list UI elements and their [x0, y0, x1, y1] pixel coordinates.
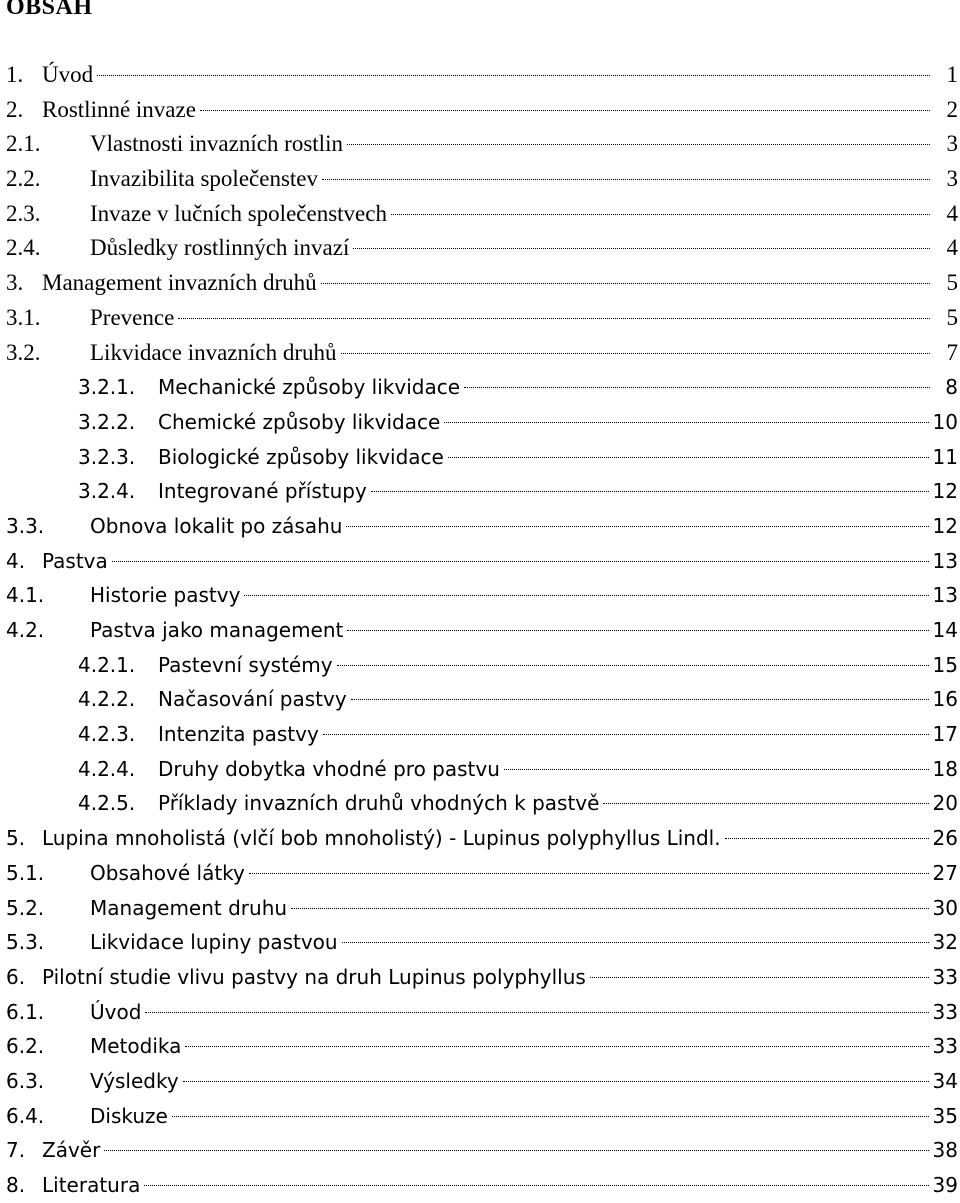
toc-title: Obnova lokalit po zásahu [90, 513, 343, 538]
toc-title: Literatura [42, 1173, 141, 1197]
dot-leader [244, 595, 928, 596]
toc-number: 1. [6, 62, 24, 87]
toc-title: Načasování pastvy [158, 687, 347, 712]
dot-leader [323, 734, 929, 735]
dot-leader [351, 699, 929, 700]
toc-entry[interactable] [0, 509, 960, 544]
toc-number: 6.4. [6, 1103, 45, 1128]
toc-title: Druhy dobytka vhodné pro pastvu [158, 756, 500, 781]
dot-leader [104, 1150, 928, 1151]
toc-page-number: 39 [932, 1173, 958, 1197]
toc-title: Management invazních druhů [42, 270, 317, 296]
toc-entry[interactable] [0, 544, 960, 579]
toc-title: Mechanické způsoby likvidace [158, 375, 461, 400]
toc-number: 7. [6, 1138, 26, 1163]
toc-title: Management druhu [90, 895, 288, 920]
toc-page-number: 5 [946, 304, 958, 330]
toc-entry[interactable] [0, 162, 960, 197]
toc-page-number: 33 [932, 1034, 958, 1059]
toc-entry[interactable] [0, 127, 960, 162]
toc-entry[interactable] [0, 648, 960, 683]
toc-number: 4. [6, 548, 26, 573]
toc-page-number: 32 [932, 930, 958, 955]
table-of-contents [0, 58, 960, 1203]
toc-page-number: 15 [932, 652, 958, 677]
toc-number: 4.2. [6, 618, 45, 642]
toc-page-number: 38 [932, 1138, 958, 1163]
toc-entry[interactable] [0, 1064, 960, 1099]
toc-page-number: 10 [932, 409, 958, 434]
toc-number: 6.3. [6, 1068, 45, 1093]
toc-title: Příklady invazních druhů vhodných k pastvě [158, 791, 600, 816]
toc-number: 4.2.3. [78, 722, 136, 747]
dot-leader [603, 803, 928, 804]
toc-number: 4.2.1. [78, 652, 136, 677]
toc-title: Chemické způsoby likvidace [158, 409, 441, 434]
toc-page-number: 20 [932, 791, 958, 816]
toc-entry[interactable] [0, 613, 960, 648]
toc-title: Diskuze [90, 1103, 168, 1128]
toc-title: Obsahové látky [90, 860, 245, 885]
dot-leader [200, 110, 930, 111]
toc-page-number: 11 [932, 444, 958, 469]
toc-title: Prevence [90, 304, 175, 330]
toc-number: 2.1. [6, 131, 41, 157]
toc-entry[interactable] [0, 474, 960, 509]
toc-page-number: 33 [932, 964, 958, 989]
toc-title: Likvidace lupiny pastvou [90, 930, 338, 955]
dot-leader [391, 214, 930, 215]
toc-number: 6. [6, 964, 26, 989]
toc-number: 2.3. [6, 200, 41, 226]
dot-leader [590, 977, 929, 978]
toc-page-number: 35 [932, 1103, 958, 1128]
toc-page-number: 7 [946, 339, 958, 365]
toc-page-number: 13 [932, 583, 958, 608]
toc-title: Pastevní systémy [158, 652, 333, 677]
dot-leader [346, 526, 928, 527]
toc-page-number: 2 [946, 96, 958, 122]
toc-entry[interactable] [0, 440, 960, 475]
toc-number: 3.2.1. [78, 375, 136, 400]
dot-leader [185, 1046, 928, 1047]
toc-title: Invaze v lučních společenstvech [90, 200, 387, 226]
toc-page-number: 3 [946, 131, 958, 157]
toc-entry[interactable] [0, 752, 960, 787]
toc-number: 4.2.5. [78, 791, 136, 816]
dot-leader [291, 908, 928, 909]
dot-leader [337, 665, 929, 666]
toc-page-number: 30 [932, 895, 958, 920]
dot-leader [504, 769, 929, 770]
toc-number: 8. [6, 1173, 26, 1197]
toc-entry[interactable] [0, 717, 960, 752]
toc-number: 2.4. [6, 235, 41, 261]
toc-page-number: 4 [946, 235, 958, 261]
toc-entry[interactable] [0, 995, 960, 1030]
toc-title: Pastva jako management [90, 618, 344, 642]
toc-number: 5.3. [6, 930, 45, 955]
toc-page-number: 26 [932, 826, 958, 851]
toc-title: Závěr [42, 1138, 101, 1163]
dot-leader [341, 353, 930, 354]
toc-page-number: 3 [946, 166, 958, 192]
page-title: OBSAH [6, 0, 93, 20]
toc-entry[interactable] [0, 856, 960, 891]
toc-entry[interactable] [0, 93, 960, 128]
toc-number: 2.2. [6, 166, 41, 192]
toc-title: Pastva [42, 548, 108, 573]
toc-title: Lupina mnoholistá (vlčí bob mnoholistý) - Lupinus polyphyllus Lindl. [42, 826, 721, 851]
dot-leader [249, 873, 929, 874]
toc-entry[interactable] [0, 1133, 960, 1168]
dot-leader [444, 422, 928, 423]
toc-number: 4.2.4. [78, 756, 136, 781]
toc-entry[interactable] [0, 682, 960, 717]
dot-leader [178, 318, 930, 319]
toc-number: 3.2.2. [78, 409, 136, 434]
dot-leader [183, 1081, 929, 1082]
toc-page-number: 12 [932, 479, 958, 504]
toc-page-number: 1 [946, 62, 958, 87]
toc-entry[interactable] [0, 1099, 960, 1134]
toc-title: Rostlinné invaze [42, 96, 196, 122]
toc-entry[interactable] [0, 405, 960, 440]
toc-title: Pilotní studie vlivu pastvy na druh Lupinus polyphyllus [42, 964, 586, 989]
toc-title: Úvod [90, 999, 142, 1024]
toc-number: 5.1. [6, 860, 45, 885]
toc-number: 5.2. [6, 895, 45, 920]
toc-title: Metodika [90, 1034, 182, 1059]
toc-page-number: 8 [945, 375, 958, 400]
dot-leader [144, 1185, 928, 1186]
toc-number: 3.1. [6, 304, 41, 330]
dot-leader [145, 1012, 928, 1013]
toc-title: Historie pastvy [90, 583, 241, 608]
toc-number: 4.1. [6, 583, 45, 608]
toc-title: Důsledky rostlinných invazí [90, 235, 350, 261]
toc-number: 3.2. [6, 339, 41, 365]
toc-entry[interactable] [0, 821, 960, 856]
toc-page-number: 14 [932, 618, 958, 642]
toc-page-number: 12 [932, 513, 958, 538]
dot-leader [353, 248, 930, 249]
toc-entry[interactable] [0, 1168, 960, 1203]
toc-entry[interactable] [0, 266, 960, 301]
dot-leader [321, 283, 930, 284]
toc-number: 3.3. [6, 513, 45, 538]
toc-number: 6.1. [6, 999, 45, 1024]
toc-page-number: 16 [932, 687, 958, 712]
toc-number: 3.2.4. [78, 479, 136, 504]
toc-title: Likvidace invazních druhů [90, 339, 337, 365]
toc-page-number: 18 [932, 756, 958, 781]
toc-entry[interactable] [0, 925, 960, 960]
dot-leader [322, 179, 930, 180]
toc-entry[interactable] [0, 336, 960, 371]
toc-entry[interactable] [0, 301, 960, 336]
toc-entry[interactable] [0, 891, 960, 926]
dot-leader [347, 630, 928, 631]
toc-title: Vlastnosti invazních rostlin [90, 131, 343, 157]
toc-number: 3. [6, 270, 24, 296]
toc-entry[interactable] [0, 58, 960, 93]
toc-entry[interactable] [0, 370, 960, 405]
toc-title: Výsledky [90, 1068, 179, 1093]
toc-title: Integrované přístupy [158, 479, 367, 504]
toc-number: 4.2.2. [78, 687, 136, 712]
toc-page-number: 34 [932, 1068, 958, 1093]
toc-page-number: 4 [946, 200, 958, 226]
toc-title: Invazibilita společenstev [90, 166, 319, 192]
toc-title: Biologické způsoby likvidace [158, 444, 444, 469]
toc-number: 3.2.3. [78, 444, 136, 469]
toc-page-number: 5 [946, 270, 958, 296]
toc-page-number: 33 [932, 999, 958, 1024]
dot-leader [448, 457, 929, 458]
dot-leader [464, 387, 930, 388]
toc-number: 6.2. [6, 1034, 45, 1059]
toc-page-number: 13 [932, 548, 958, 573]
toc-entry[interactable] [0, 786, 960, 821]
toc-title: Intenzita pastvy [158, 722, 319, 747]
dot-leader [347, 144, 930, 145]
dot-leader [172, 1116, 929, 1117]
dot-leader [371, 491, 929, 492]
toc-page-number: 17 [932, 722, 958, 747]
toc-entry[interactable] [0, 231, 960, 266]
toc-entry[interactable] [0, 578, 960, 613]
toc-number: 2. [6, 96, 24, 122]
dot-leader [342, 942, 929, 943]
toc-entry[interactable] [0, 1029, 960, 1064]
toc-page-number: 27 [932, 860, 958, 885]
toc-entry[interactable] [0, 960, 960, 995]
dot-leader [97, 75, 930, 76]
toc-title: Úvod [42, 62, 94, 87]
toc-number: 5. [6, 826, 26, 851]
dot-leader [725, 838, 929, 839]
toc-entry[interactable] [0, 197, 960, 232]
dot-leader [112, 561, 929, 562]
